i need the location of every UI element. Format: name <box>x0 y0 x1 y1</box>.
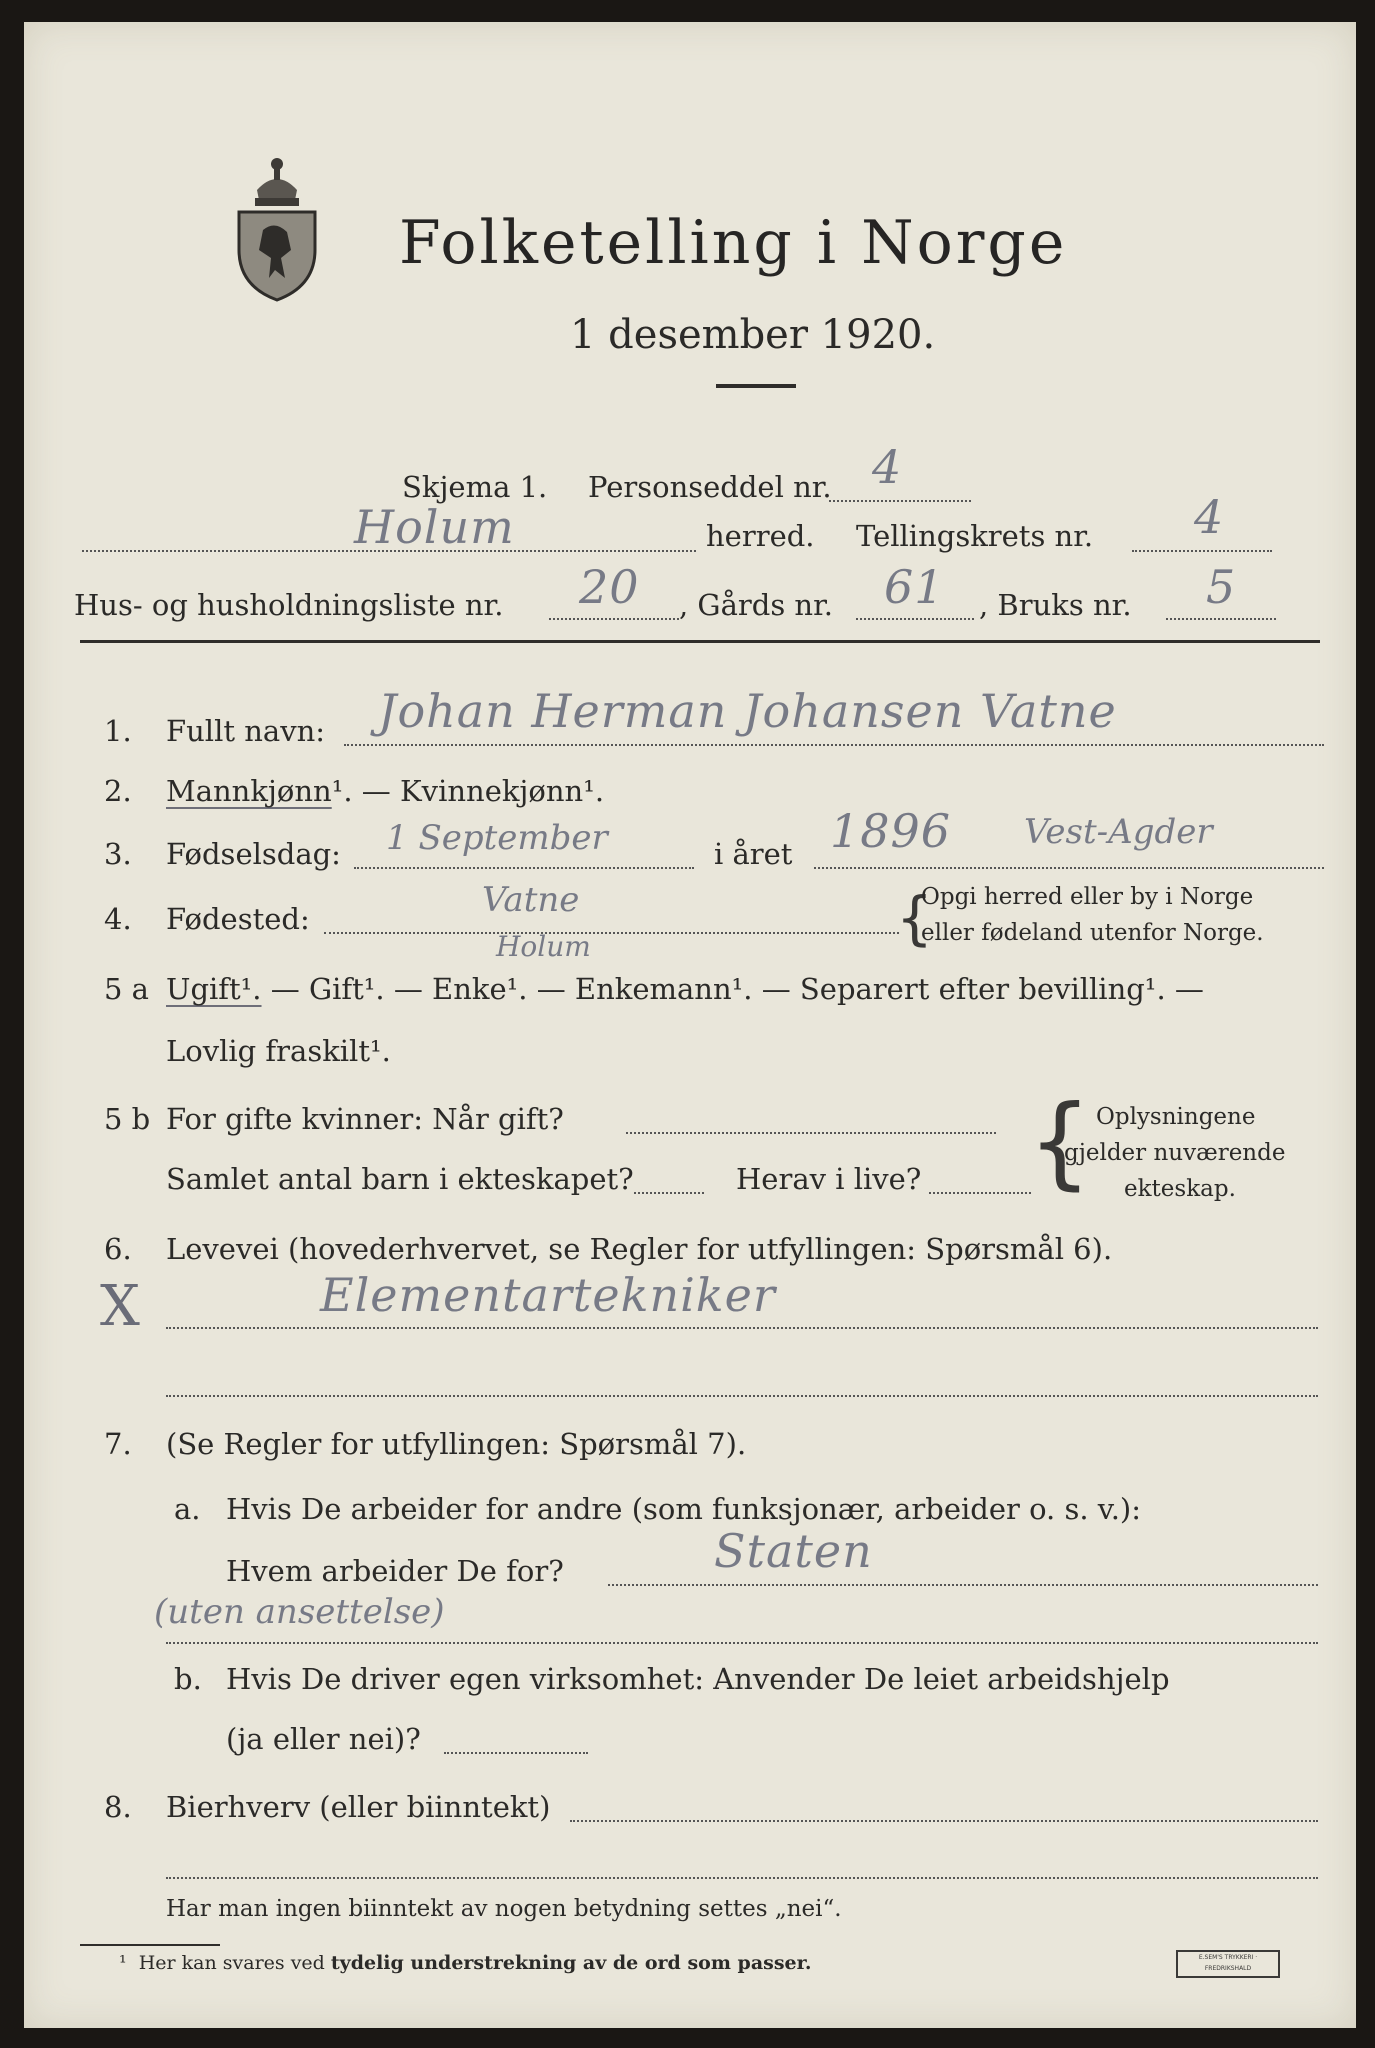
q5a-text <box>166 972 1204 1006</box>
q8-label: Bierhverv (eller biinntekt) <box>166 1790 551 1824</box>
gards-label: , Gårds nr. <box>679 588 833 622</box>
q4-note1: Opgi herred eller by i Norge <box>921 884 1254 910</box>
q2-sep: . — <box>343 774 401 808</box>
q5b-children-line <box>634 1192 704 1194</box>
q7-number: 7. <box>104 1427 132 1461</box>
q3-day-value: 1 September <box>386 818 608 858</box>
tellingskrets-value: 4 <box>1194 490 1225 544</box>
footnote-text-b: tydelig understrekning av de ord som passer. <box>330 1952 812 1974</box>
q7a-question: Hvem arbeider De for? <box>226 1554 564 1588</box>
q4-label: Fødested: <box>166 902 310 936</box>
q4-number: 4. <box>104 902 132 936</box>
personseddel-label: Personseddel nr. <box>588 470 832 504</box>
q5b-label2: Samlet antal barn i ekteskapet? <box>166 1162 634 1196</box>
footnote-text-a: Her kan svares ved <box>138 1952 331 1974</box>
q6-line2 <box>166 1395 1318 1397</box>
q7-label: (Se Regler for utfyllingen: Spørsmål 7). <box>166 1427 747 1461</box>
census-form <box>24 22 1356 2028</box>
q3-label: Fødselsdag: <box>166 837 341 871</box>
printer-stamp: E.SEM'S TRYKKERI · FREDRIKSHALD <box>1176 1950 1280 1978</box>
q5b-note1: Oplysningene <box>1096 1104 1256 1130</box>
personseddel-value: 4 <box>872 440 903 494</box>
bruks-label: , Bruks nr. <box>979 588 1132 622</box>
q1-number: 1. <box>104 714 132 748</box>
q5b-alive-line <box>929 1192 1031 1194</box>
q3-year-value: 1896 <box>830 804 952 858</box>
q1-value: Johan Herman Johansen Vatne <box>378 684 1117 738</box>
gards-value: 61 <box>884 560 945 614</box>
q3-day-line <box>354 867 694 869</box>
q4-brace: { <box>896 884 933 952</box>
q5b-label3: Herav i live? <box>736 1162 922 1196</box>
q2-number: 2. <box>104 774 132 808</box>
herred-value: Holum <box>354 500 515 554</box>
q2-male: Mannkjønn <box>166 774 332 808</box>
q1-label: Fullt navn: <box>166 714 326 748</box>
footer-note: Har man ingen biinntekt av nogen betydning settes „nei“. <box>166 1896 842 1922</box>
q8-number: 8. <box>104 1790 132 1824</box>
q4-value: Vatne <box>482 880 580 920</box>
q2-male-sup: ¹ <box>331 774 344 808</box>
q6-mark: X <box>100 1274 141 1339</box>
footnote <box>119 1952 812 1974</box>
q5b-label1: For gifte kvinner: Når gift? <box>166 1102 564 1136</box>
title-divider <box>716 384 796 388</box>
q5a-rest: — Gift¹. — Enke¹. — Enkemann¹. — Separert efter bevilling¹. — <box>261 972 1204 1006</box>
q5a-ugift: Ugift¹. <box>166 972 262 1006</box>
gards-line <box>856 618 974 620</box>
footnote-rule <box>80 1944 220 1946</box>
bruks-line <box>1166 618 1276 620</box>
q5b-note2: gjelder nuværende <box>1064 1140 1286 1166</box>
coat-of-arms-icon <box>229 150 325 302</box>
q8-line2 <box>166 1877 1318 1879</box>
q5b-note3: ekteskap. <box>1124 1176 1236 1202</box>
tellingskrets-label: Tellingskrets nr. <box>856 519 1094 553</box>
form-date: 1 desember 1920. <box>570 312 936 358</box>
q3-year-line <box>814 867 1324 869</box>
hus-line <box>549 618 679 620</box>
q4-note2: eller fødeland utenfor Norge. <box>921 920 1264 946</box>
q7a-line2 <box>166 1642 1318 1644</box>
q5a-line2: Lovlig fraskilt¹. <box>166 1034 391 1068</box>
hus-value: 20 <box>579 560 640 614</box>
q5a-number: 5 a <box>104 972 149 1006</box>
q6-value: Elementartekniker <box>320 1268 776 1322</box>
footnote-number: ¹ <box>119 1952 127 1974</box>
bruks-value: 5 <box>1206 560 1237 614</box>
q4-line <box>324 932 899 934</box>
personseddel-line <box>829 500 971 502</box>
q2-female: Kvinnekjønn¹. <box>400 774 605 808</box>
q5b-number: 5 b <box>104 1102 151 1136</box>
q3-number: 3. <box>104 837 132 871</box>
hus-label: Hus- og husholdningsliste nr. <box>74 588 504 622</box>
herred-label: herred. <box>706 519 815 553</box>
q4-value2: Holum <box>496 930 591 963</box>
q7a-number: a. <box>174 1492 201 1526</box>
q7a-value2: (uten ansettelse) <box>154 1592 445 1632</box>
q1-line <box>344 744 1324 746</box>
q7b-number: b. <box>174 1662 202 1696</box>
q2-text <box>166 774 604 808</box>
q8-line <box>570 1820 1318 1822</box>
form-title: Folketelling i Norge <box>399 208 1068 278</box>
q7a-text: Hvis De arbeider for andre (som funksjonær, arbeider o. s. v.): <box>226 1492 1142 1526</box>
skjema-label: Skjema 1. <box>402 470 548 504</box>
q5b-married-line <box>626 1132 996 1134</box>
q7b-question: (ja eller nei)? <box>226 1722 421 1756</box>
q3-extra-value: Vest-Agder <box>1024 812 1213 852</box>
q3-year-label: i året <box>714 837 793 871</box>
q6-label: Levevei (hovederhvervet, se Regler for utfyllingen: Spørsmål 6). <box>166 1232 1113 1266</box>
q6-line1 <box>166 1327 1318 1329</box>
q6-number: 6. <box>104 1232 132 1266</box>
q7b-line <box>444 1752 588 1754</box>
header-rule <box>80 640 1320 643</box>
q7a-line <box>608 1584 1318 1586</box>
tellingskrets-line <box>1132 550 1272 552</box>
q5b-brace: { <box>1028 1083 1092 1200</box>
q7a-value: Staten <box>714 1524 873 1578</box>
q7b-text: Hvis De driver egen virksomhet: Anvender De leiet arbeidshjelp <box>226 1662 1170 1696</box>
